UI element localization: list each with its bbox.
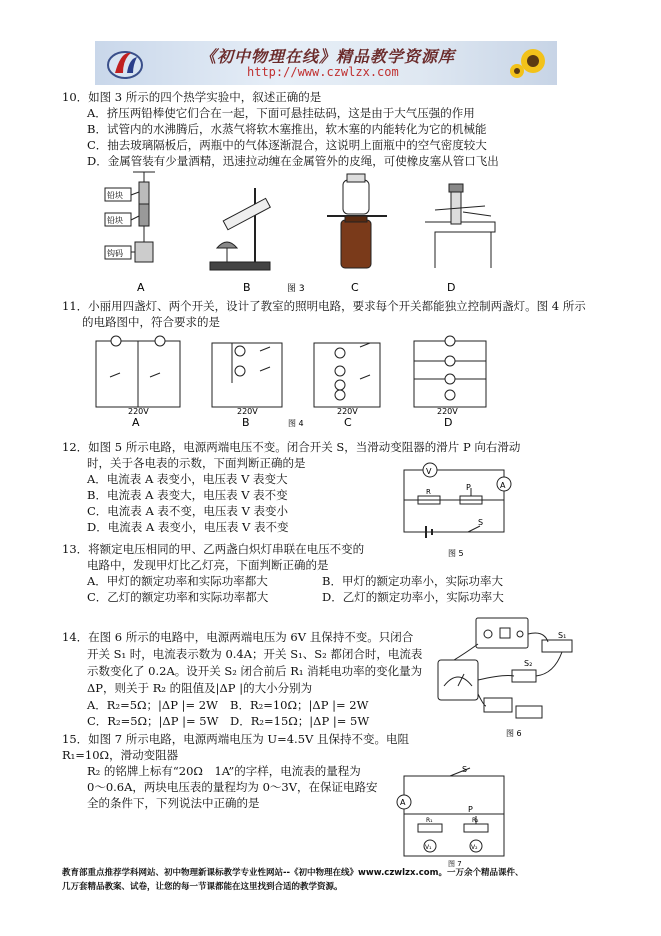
- fig4-letter-d: D: [444, 416, 453, 429]
- q11-stem-line1: 11．小丽用四盏灯、两个开关，设计了教室的照明电路，要求每个开关都能独立控制两盏灯。图 4 所示: [62, 299, 586, 313]
- fig7-ammeter-label: A: [400, 798, 406, 807]
- fig5-switch-label: S: [478, 518, 484, 527]
- sunflower-icon: [509, 47, 549, 81]
- q11-stem-line2: 的电路图中，符合要求的是: [82, 315, 220, 329]
- q12-option-c: C．电流表 A 表不变，电压表 V 表变小: [87, 504, 289, 518]
- q12-stem-line2: 时，关于各电表的示数，下面判断正确的是: [87, 456, 306, 470]
- q13-option-b: B．甲灯的额定功率小，实际功率大: [322, 574, 503, 588]
- banner-url: http://www.czwlzx.com: [247, 65, 399, 79]
- q15-line1: 15．如图 7 所示电路，电源两端电压为 U=4.5V 且保持不变。电阻: [62, 732, 409, 746]
- q13-option-d: D．乙灯的额定功率小，实际功率大: [322, 590, 504, 604]
- footer-line2: 几万套精品教案、试卷，让您的每一节课都能在这里找到合适的教学资源。: [62, 882, 343, 892]
- q13-stem-line2: 电路中，发现甲灯比乙灯亮，下面判断正确的是: [87, 558, 329, 572]
- fig3-caption: 图 3: [287, 284, 305, 294]
- fig4-letter-b: B: [242, 416, 250, 429]
- fig4-b-voltage: 220V: [237, 407, 258, 416]
- fig4-a-voltage: 220V: [128, 407, 149, 416]
- fig3-c-gas-jars: [327, 174, 387, 268]
- fig7-r1-label: R₁: [426, 817, 433, 824]
- fig6-switch2-label: S₂: [524, 659, 533, 668]
- q13-option-c: C．乙灯的额定功率和实际功率都大: [87, 590, 269, 604]
- q14-line4: ΔP，则关于 R₂ 的阻值及|ΔP |的大小分别为: [87, 681, 313, 695]
- fig7-v1-label: V₁: [425, 844, 432, 851]
- q12-option-a: A．电流表 A 表变小，电压表 V 表变大: [87, 472, 288, 486]
- fig6-caption: 图 6: [506, 729, 522, 738]
- q10-option-b: B．试管内的水沸腾后，水蒸气将软木塞推出，软木塞的内能转化为它的机械能: [87, 122, 487, 136]
- fig5-slider-label: P: [466, 483, 471, 492]
- fig7-r2-label: R₂: [472, 817, 479, 824]
- fig4-letter-c: C: [344, 416, 352, 429]
- fig7-slider-label: P: [468, 805, 473, 814]
- q13-option-a: A．甲灯的额定功率和实际功率都大: [87, 574, 268, 588]
- fig7-caption: 图 7: [448, 860, 462, 868]
- q13-stem-line1: 13．将额定电压相同的甲、乙两盏白炽灯串联在电压不变的: [62, 542, 365, 556]
- fig3-b-test-tube: [210, 188, 270, 270]
- figure-6: [424, 614, 584, 742]
- fig7-v2-label: V₂: [471, 844, 478, 851]
- fig3-letter-c: C: [351, 281, 359, 294]
- fig3-letter-b: B: [243, 281, 251, 294]
- fig7-switch-label: S: [462, 765, 468, 774]
- fig5-caption: 图 5: [448, 549, 464, 558]
- site-logo-icon: [105, 45, 145, 81]
- header-banner: [95, 41, 557, 85]
- q10-stem: 10．如图 3 所示的四个热学实验中，叙述正确的是: [62, 90, 322, 104]
- q12-option-d: D．电流表 A 表变小，电压表 V 表不变: [87, 520, 289, 534]
- q15-line2: R₁=10Ω，滑动变阻器: [62, 748, 179, 762]
- q15-line4: 0～0.6A，两块电压表的量程均为 0～3V，在保证电路安: [87, 780, 378, 794]
- figure-5: [400, 460, 520, 560]
- fig4-caption: 图 4: [288, 419, 304, 428]
- fig3-letter-a: A: [137, 281, 145, 294]
- fig4-d-voltage: 220V: [437, 407, 458, 416]
- fig5-voltmeter-label: V: [426, 467, 432, 476]
- fig3-label-weight: 钩码: [107, 249, 123, 258]
- fig6-switch1-label: S₁: [558, 631, 567, 640]
- q15-line3: R₂ 的铭牌上标有“20Ω 1A”的字样，电流表的量程为: [87, 764, 361, 778]
- figure-3: [95, 170, 515, 295]
- fig3-letter-d: D: [447, 281, 456, 294]
- q14-line3: 示数变化了 0.2A。设开关 S₂ 闭合前后 R₁ 消耗电功率的变化量为: [87, 664, 423, 678]
- q14-line1: 14．在图 6 所示的电路中，电源两端电压为 6V 且保持不变。只闭合: [62, 630, 414, 644]
- q10-option-a: A．挤压两铅棒使它们合在一起，下面可悬挂砝码，这是由于大气压强的作用: [87, 106, 475, 120]
- figure-7: [390, 762, 530, 868]
- q14-option-d: D．R₂=15Ω；|ΔP |= 5W: [230, 714, 370, 728]
- q15-line5: 全的条件下，下列说法中正确的是: [87, 796, 260, 810]
- fig4-c-voltage: 220V: [337, 407, 358, 416]
- q12-option-b: B．电流表 A 表变大，电压表 V 表不变: [87, 488, 288, 502]
- q14-option-a: A．R₂=5Ω；|ΔP |= 2W: [87, 698, 218, 712]
- q12-stem-line1: 12．如图 5 所示电路，电源两端电压不变。闭合开关 S，当滑动变阻器的滑片 P 向右滑动: [62, 440, 521, 454]
- footer-line1: 教育部重点推荐学科网站、初中物理新课标教学专业性网站--《初中物理在线》www.czwlzx.com。一万余个精品课件、: [62, 868, 524, 878]
- q10-option-d: D．金属管装有少量酒精，迅速拉动缠在金属管外的皮绳，可使橡皮塞从管口飞出: [87, 154, 499, 168]
- q14-option-c: C．R₂=5Ω；|ΔP |= 5W: [87, 714, 219, 728]
- banner-title: 《初中物理在线》精品教学资源库: [200, 47, 456, 66]
- fig3-d-metal-tube: [425, 184, 495, 268]
- fig4-letter-a: A: [132, 416, 140, 429]
- q14-option-b: B．R₂=10Ω；|ΔP |= 2W: [230, 698, 369, 712]
- figure-4: [92, 333, 492, 429]
- q14-line2: 开关 S₁ 时，电流表示数为 0.4A；开关 S₁、S₂ 都闭合时，电流表: [87, 647, 423, 661]
- fig5-ammeter-label: A: [500, 481, 506, 490]
- fig3-label-lead-1: 铅块: [107, 191, 123, 200]
- fig5-resistor-label: R: [426, 488, 431, 496]
- fig3-label-lead-2: 铅块: [107, 216, 123, 225]
- q10-option-c: C．抽去玻璃隔板后，两瓶中的气体逐渐混合，这说明上面瓶中的空气密度较大: [87, 138, 487, 152]
